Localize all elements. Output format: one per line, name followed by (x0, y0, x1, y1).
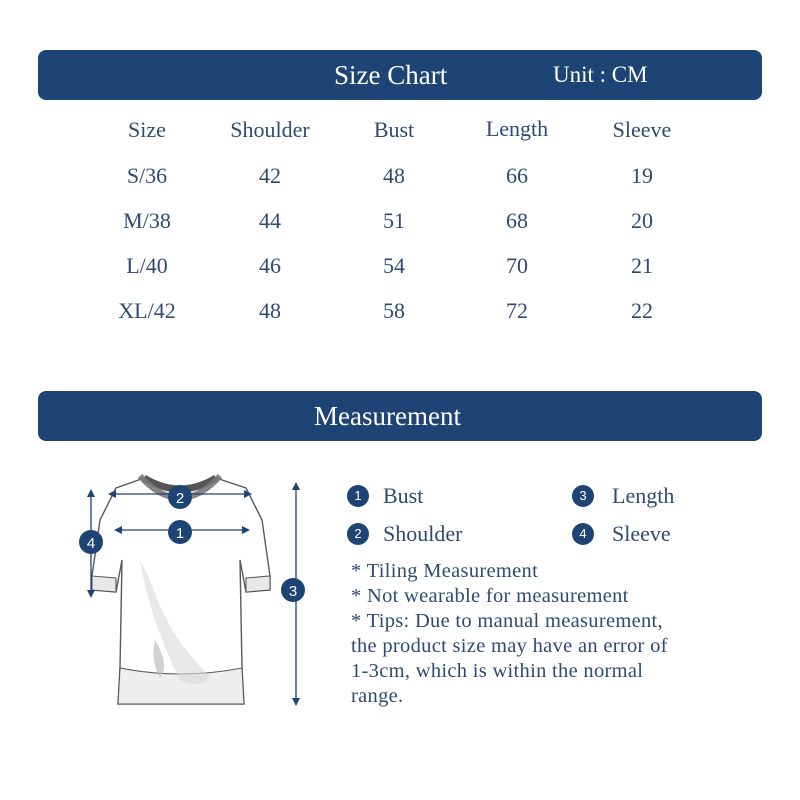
number-badge-icon: 1 (347, 485, 369, 507)
cell-length: 70 (506, 253, 528, 278)
note-line: 1-3cm, which is within the normal (351, 660, 644, 682)
legend-label: Sleeve (612, 521, 671, 546)
cell-length: 72 (506, 298, 528, 323)
note-line: * Not wearable for measurement (351, 585, 629, 607)
cell-bust: 51 (383, 208, 405, 233)
cell-sleeve: 19 (631, 163, 653, 188)
marker-sleeve (79, 530, 103, 554)
note-line: * Tiling Measurement (351, 560, 539, 582)
size-chart-title: Size Chart (334, 60, 448, 90)
cell-length: 68 (506, 208, 528, 233)
note-line: the product size may have an error of (351, 635, 668, 657)
svg-text:4: 4 (86, 535, 96, 552)
header-size: Size (128, 117, 166, 142)
cell-shoulder: 48 (259, 298, 281, 323)
number-badge-icon: 3 (572, 485, 594, 507)
legend-label: Bust (383, 483, 424, 508)
marker-length (281, 578, 305, 602)
measurement-title: Measurement (314, 401, 461, 431)
cell-size: L/40 (126, 253, 168, 278)
header-sleeve: Sleeve (612, 117, 672, 142)
cell-size: S/36 (126, 163, 168, 188)
legend-label: Shoulder (383, 521, 463, 546)
marker-shoulder (168, 485, 192, 509)
cell-length: 66 (506, 163, 528, 188)
svg-text:2: 2 (175, 490, 185, 507)
header-length: Length (485, 116, 549, 141)
unit-label: Unit : CM (553, 62, 648, 87)
legend-item-bust (347, 483, 423, 509)
cell-bust: 48 (383, 163, 405, 188)
cell-shoulder: 46 (259, 253, 281, 278)
svg-text:1: 1 (175, 525, 185, 542)
marker-bust (168, 520, 192, 544)
svg-text:3: 3 (288, 583, 298, 600)
note-line: * Tips: Due to manual measurement, (351, 610, 663, 632)
legend-label: Length (612, 483, 675, 508)
cell-sleeve: 21 (631, 253, 653, 278)
cell-shoulder: 44 (259, 208, 281, 233)
header-bust: Bust (373, 117, 415, 142)
number-badge-icon: 4 (572, 523, 594, 545)
cell-shoulder: 42 (259, 163, 281, 188)
header-shoulder: Shoulder (230, 117, 310, 142)
cell-bust: 58 (383, 298, 405, 323)
cell-size: XL/42 (118, 298, 176, 323)
legend-item-shoulder (347, 521, 462, 547)
cell-size: M/38 (123, 208, 171, 233)
cell-bust: 54 (383, 253, 405, 278)
tshirt-body (92, 476, 270, 704)
cell-sleeve: 22 (631, 298, 653, 323)
legend-item-sleeve (572, 521, 671, 547)
note-line: range. (351, 685, 404, 707)
legend-item-length (572, 483, 674, 509)
number-badge-icon: 2 (347, 523, 369, 545)
cell-sleeve: 20 (631, 208, 653, 233)
